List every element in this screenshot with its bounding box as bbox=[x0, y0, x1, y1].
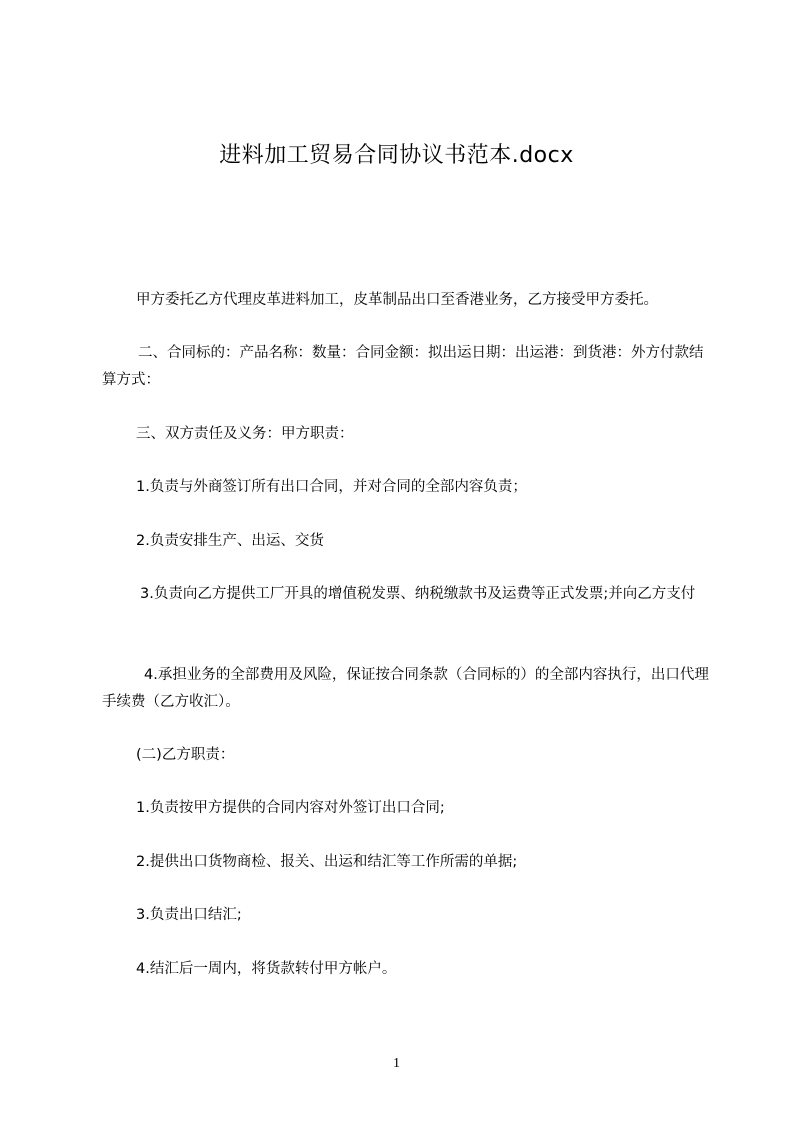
paragraph-party-a-duty-3: 3.负责向乙方提供工厂开具的增值税发票、纳税缴款书及运费等正式发票;并向乙方支付 bbox=[140, 586, 696, 602]
paragraph-contract-subject: 二、合同标的：产品名称：数量：合同金额：拟出运日期：出运港：到货港：外方付款结算方式： bbox=[102, 345, 704, 388]
paragraph-party-b-duty-1: 1.负责按甲方提供的合同内容对外签订出口合同; bbox=[136, 800, 445, 816]
paragraph-duties-heading: 三、双方责任及义务：甲方职责： bbox=[136, 426, 354, 442]
paragraph-party-a-duty-2: 2.负责安排生产、出运、交货 bbox=[136, 533, 324, 549]
paragraph-party-a-duty-1: 1.负责与外商签订所有出口合同，并对合同的全部内容负责； bbox=[136, 479, 527, 495]
document-title: 进料加工贸易合同协议书范本.docx bbox=[219, 143, 574, 168]
paragraph-party-b-duty-3: 3.负责出口结汇; bbox=[136, 907, 242, 923]
paragraph-party-b-duty-4: 4.结汇后一周内，将货款转付甲方帐户。 bbox=[136, 961, 397, 977]
paragraph-entrustment: 甲方委托乙方代理皮革进料加工，皮革制品出口至香港业务，乙方接受甲方委托。 bbox=[136, 292, 658, 308]
paragraph-party-b-duty-2: 2.提供出口货物商检、报关、出运和结汇等工作所需的单据; bbox=[136, 854, 518, 870]
paragraph-party-a-duty-4: 4.承担业务的全部费用及风险，保证按合同条款（合同标的）的全部内容执行，出口代理手续费（乙方收汇）。 bbox=[102, 667, 709, 710]
paragraph-party-b-heading: (二)乙方职责： bbox=[136, 747, 235, 763]
page-number: 1 bbox=[393, 1056, 400, 1071]
